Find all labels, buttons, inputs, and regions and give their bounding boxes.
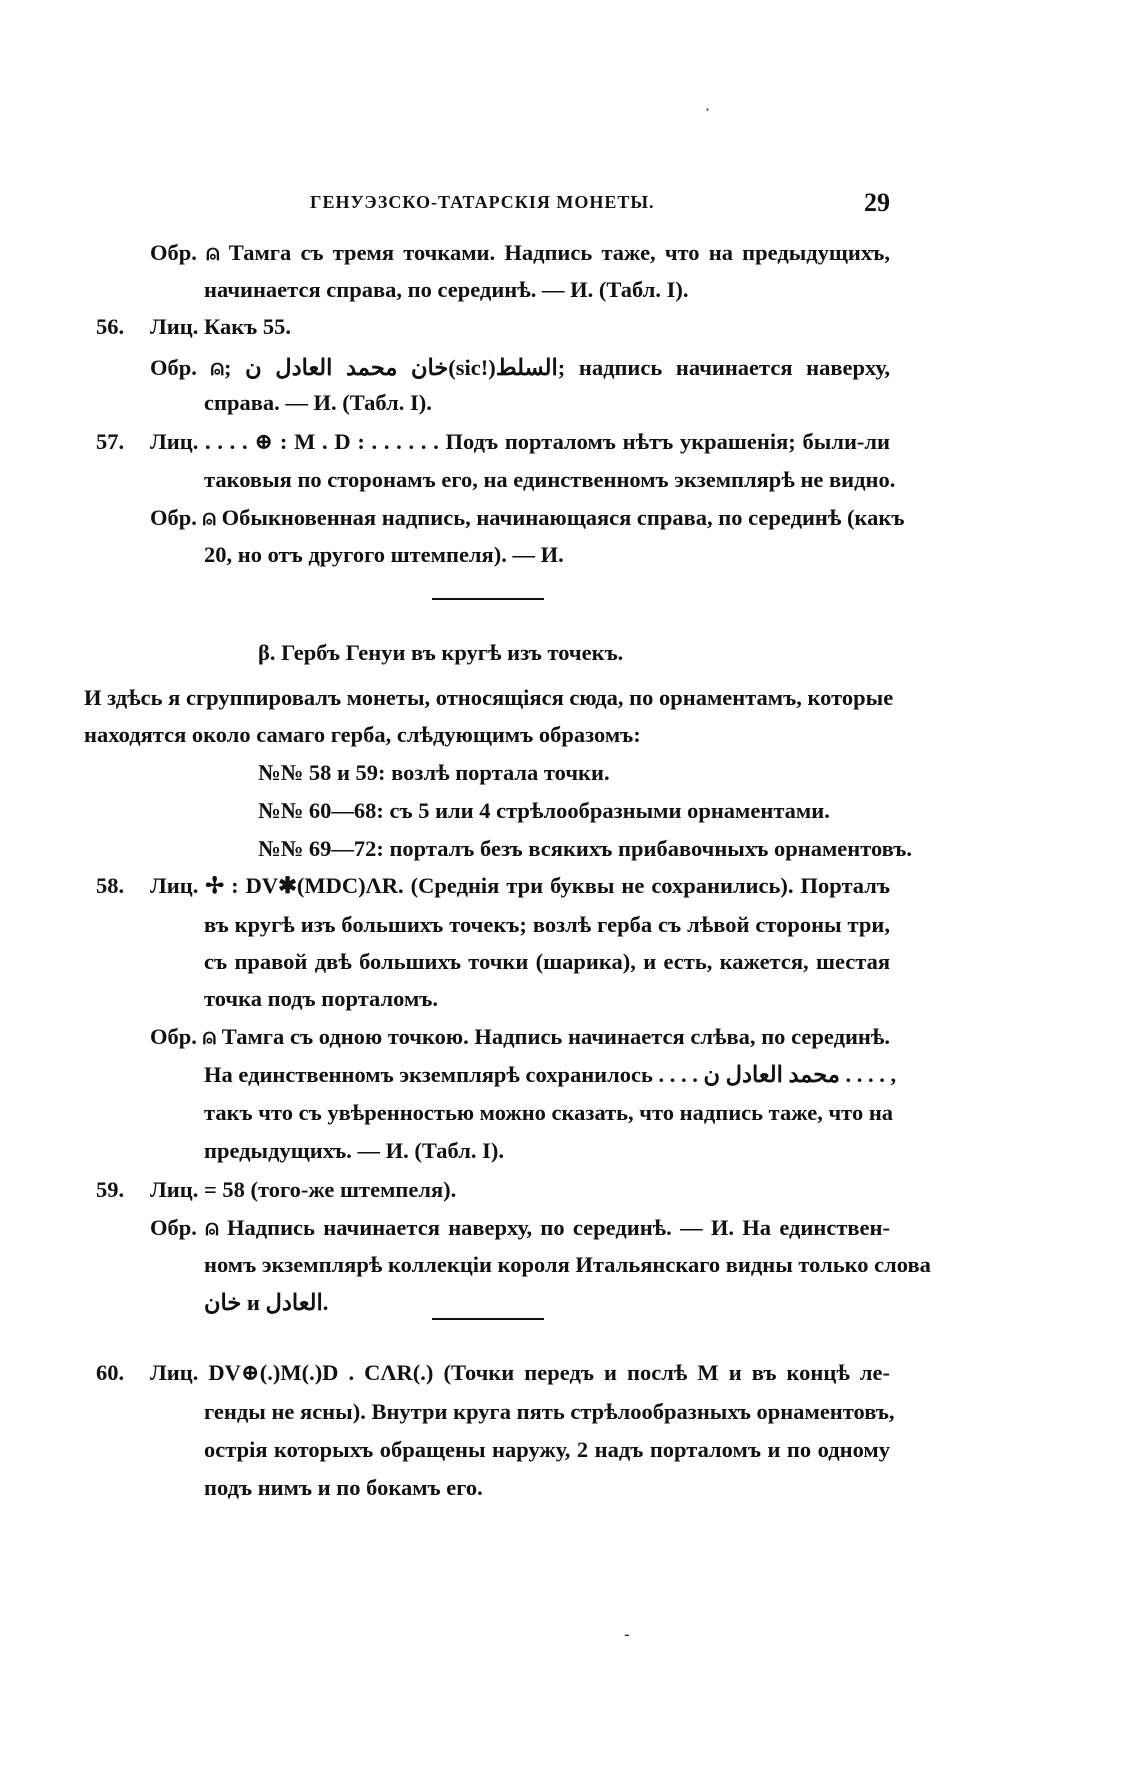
entry-57-face-line-2: таковыя по сторонамъ его, на единственномъ экземплярѣ не видно. (204, 467, 896, 492)
section-divider (432, 598, 544, 600)
entry-59-number: 59. (96, 1177, 125, 1202)
entry-56-reverse-line-2: справа. — И. (Табл. I). (204, 390, 432, 415)
page-number: 29 (864, 188, 890, 217)
entry-58-reverse-line-2: На единственномъ экземплярѣ сохранилось . . . . محمد العادل ن . . . . , (204, 1062, 897, 1087)
entry-58-face-line-2: въ кругѣ изъ большихъ точекъ; возлѣ герба съ лѣвой стороны три, (204, 912, 890, 937)
group-60-68: №№ 60—68: съ 5 или 4 стрѣлообразными орнаментами. (258, 798, 830, 823)
entry-60-number: 60. (96, 1360, 125, 1385)
intro-line-1: И здѣсь я сгруппировалъ монеты, относящіяся сюда, по орнаментамъ, которые (84, 685, 894, 710)
entry-58-reverse-line-1: Обр. ⍝ Тамга съ одною точкою. Надпись начинается слѣва, по серединѣ. (150, 1024, 890, 1049)
group-58-59: №№ 58 и 59: возлѣ портала точки. (258, 760, 610, 785)
entry-59-reverse-line-1: Обр. ⍝ Надпись начинается наверху, по серединѣ. — И. На единствен- (150, 1215, 890, 1240)
group-69-72: №№ 69—72: порталъ безъ всякихъ прибавочныхъ орнаментовъ. (258, 836, 913, 861)
entry-57-reverse-line-2: 20, но отъ другого штемпеля). — И. (204, 542, 564, 567)
entry-56-obverse-face: Лиц. Какъ 55. (150, 314, 292, 339)
entry-58-face-line-4: точка подъ порталомъ. (204, 986, 439, 1011)
entry-59-face: Лиц. = 58 (того-же штемпеля). (150, 1177, 457, 1202)
entry-58-face-line-3: съ правой двѣ большихъ точки (шарика), и есть, кажется, шестая (204, 949, 890, 974)
entry-55-obverse-line-1: Обр. ⍝ Тамга съ тремя точками. Надпись таже, что на предыдущихъ, (150, 240, 890, 265)
entry-56-reverse-line-1: Обр. ⍝; خان محمد العادل ن(sic!)السلط; надпись начинается наверху, (150, 355, 891, 380)
entry-57-reverse-line-1: Обр. ⍝ Обыкновенная надпись, начинающаяся справа, по серединѣ (какъ (150, 505, 905, 530)
entry-58-number: 58. (96, 873, 125, 898)
entry-divider (432, 1318, 544, 1320)
running-title: ГЕНУЭЗСКО-ТАТАРСКІЯ МОНЕТЫ. (310, 192, 655, 212)
section-heading: β. Гербъ Генуи въ кругѣ изъ точекъ. (258, 640, 624, 665)
entry-57-number: 57. (96, 429, 125, 454)
entry-58-reverse-line-3: такъ что съ увѣренностью можно сказать, что надпись таже, что на (204, 1100, 894, 1125)
entry-60-face-line-4: подъ нимъ и по бокамъ его. (204, 1475, 483, 1500)
entry-55-obverse-line-2: начинается справа, по серединѣ. — И. (Табл. I). (204, 277, 689, 302)
entry-59-reverse-line-2: номъ экземплярѣ коллекціи короля Итальянскаго видны только слова (204, 1252, 931, 1277)
entry-57-face-line-1: Лиц. . . . . ⊕ : M . D : . . . . . . Подъ порталомъ нѣтъ украшенія; были-ли (150, 429, 890, 454)
print-speck: · (705, 100, 711, 119)
entry-58-reverse-line-4: предыдущихъ. — И. (Табл. I). (204, 1138, 504, 1163)
entry-58-face-line-1: Лиц. ✢ : DV✱(MDC)ΛR. (Среднія три буквы не сохранились). Порталъ (150, 873, 890, 898)
entry-56-number: 56. (96, 314, 125, 339)
entry-59-reverse-line-3: خان и العادل. (204, 1290, 329, 1315)
intro-line-2: находятся около самаго герба, слѣдующимъ образомъ: (84, 722, 641, 747)
entry-60-face-line-2: генды не ясны). Внутри круга пять стрѣлообразныхъ орнаментовъ, (204, 1399, 895, 1424)
entry-60-face-line-1: Лиц. DV⊕(.)M(.)D . CΛR(.) (Точки передъ и послѣ M и въ концѣ ле- (150, 1360, 890, 1385)
running-header (150, 188, 890, 222)
entry-60-face-line-3: острія которыхъ обращены наружу, 2 надъ порталомъ и по одному (204, 1437, 890, 1462)
print-speck: - (624, 1625, 630, 1644)
